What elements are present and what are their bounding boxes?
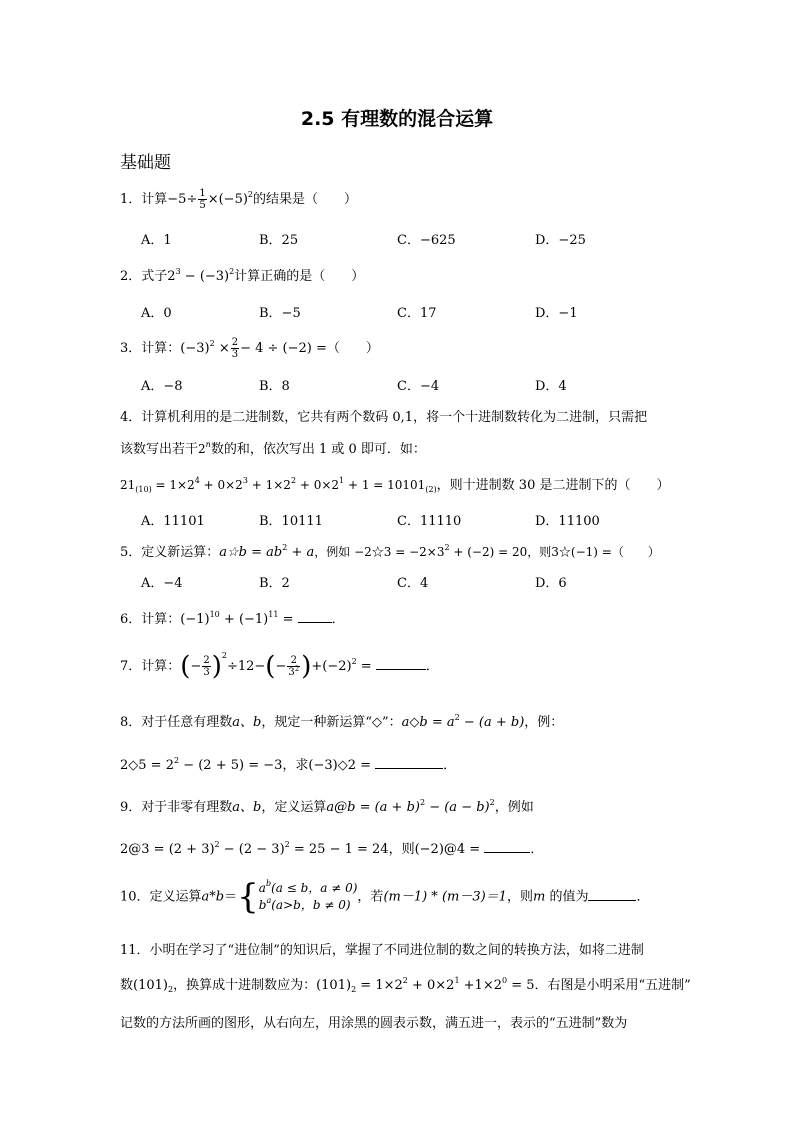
answer-blank[interactable] [588,889,636,901]
option-a[interactable]: A．11101 [141,514,205,529]
option-b[interactable]: B．8 [259,379,290,394]
question-7: 7．计算：(− $\frac{2}{3}$ )$^2$÷12−(− $\frac{2}{3^2}$ )$+(-2)^2$ = ． [120,651,439,682]
option-d[interactable]: D．−1 [535,306,578,321]
answer-blank[interactable] [375,757,443,769]
option-a[interactable]: A．1 [141,233,172,248]
option-c[interactable]: C．−4 [397,379,440,394]
question-4-line-2: 该数写出若干2$^n$数的和，依次写出 1 或 0 即可．如： [120,440,426,457]
question-8-line-2: 2◇5 = $2^2 - (2 + 5) = -3$，求(−3)◇2 = ． [120,756,457,773]
fraction: $\frac{1}{5}$ [199,188,206,211]
option-a[interactable]: A．−4 [141,576,183,591]
option-c[interactable]: C．4 [397,576,429,591]
fraction: $\frac{2}{3^2}$ [288,655,300,678]
option-c[interactable]: C．−625 [397,233,456,248]
option-d[interactable]: D．11100 [535,514,600,529]
answer-blank[interactable] [484,841,530,853]
question-1-label: 1．计算 [120,192,168,207]
question-11-line-1: 11．小明在学习了“进位制”的知识后，掌握了不同进位制的数之间的转换方法，如将二进制 [120,943,644,958]
section-heading: 基础题 [120,153,171,173]
option-c[interactable]: C．11110 [397,514,462,529]
question-10: 10．定义运算a*b＝{ $a^b(a \le b$，a ≠ 0) $b^a(a>b$，b ≠ 0) ，若(m－1) * (m－3)＝1，则m 的值为 ． [120,877,650,917]
question-4-line-1: 4．计算机利用的是二进制数，它共有两个数码 0,1，将一个十进制数转化为二进制，只需把 [120,410,648,425]
option-a[interactable]: A．−8 [141,379,183,394]
option-d[interactable]: D．−25 [535,233,586,248]
option-d[interactable]: D．6 [535,576,567,591]
question-6: 6．计算：$(-1)^{10} + (-1)^{11}$ = ． [120,610,345,627]
fraction: $\frac{2}{3}$ [203,655,210,678]
page-title: 2.5 有理数的混合运算 [300,108,494,130]
question-11-line-2: 数$(101)_2$，换算成十进制数应为：$(101)_2 = 1\times 2^2 + 0\times 2^1 +1\times 2^0 = 5$．右图是小明采用“五进制” [120,976,691,994]
answer-blank[interactable] [298,611,332,623]
question-3-label: 3．计算： [120,341,181,356]
question-1: 1．计算−5÷ $\frac{1}{5}$ $\times(-5)^2$的结果是（ ） [120,188,358,211]
option-b[interactable]: B．10111 [259,514,323,529]
fraction: $\frac{2}{3}$ [231,337,239,360]
option-b[interactable]: B．2 [259,576,290,591]
question-9-line-1: 9．对于非零有理数a、b，定义运算a@b = $(a + b)^2 - (a - b)^2$，例如 [120,798,534,815]
question-9-line-2: 2@3 = $(2 + 3)^2 - (2 - 3)^2 = 25 - 1 = 24$，则(−2)@4 = ． [120,840,544,857]
option-a[interactable]: A．0 [141,306,172,321]
option-c[interactable]: C．17 [397,306,437,321]
question-11-line-3: 记数的方法所画的图形，从右向左，用涂黑的圆表示数，满五进一，表示的“五进制”数为 [120,1016,628,1031]
question-2: 2．式子$2^3 - (-3)^2$计算正确的是（ ） [120,267,365,284]
answer-blank[interactable] [376,658,426,670]
question-2-label: 2．式子 [120,269,168,284]
question-5: 5．定义新运算：a☆b = $ab^2 + a$，例如 −2☆3 = $-2\times 3^2 + (-2) = 20$，则3☆(−1) =（ ） [120,543,660,560]
option-b[interactable]: B．25 [259,233,299,248]
question-8-line-1: 8．对于任意有理数a、b，规定一种新运算“◇”：a◇b = $a^2 - (a + b)$，例： [120,713,564,730]
question-3: 3．计算：$(-3)^2$ × $\frac{2}{3}$ − 4 ÷ (−2) =（ ） [120,337,379,360]
option-b[interactable]: B．−5 [259,306,301,321]
question-4-line-3: $21_{(10)} = 1\times 2^4 + 0\times 2^3 + 1\times 2^2 + 0\times 2^1 + 1 = 10101_{(2)}$，则十进制数 30 是二进制下的（ ） [120,476,670,494]
option-d[interactable]: D．4 [535,379,567,394]
piecewise-definition: $a^b(a \le b$，a ≠ 0) $b^a(a>b$，b ≠ 0) [258,879,358,912]
